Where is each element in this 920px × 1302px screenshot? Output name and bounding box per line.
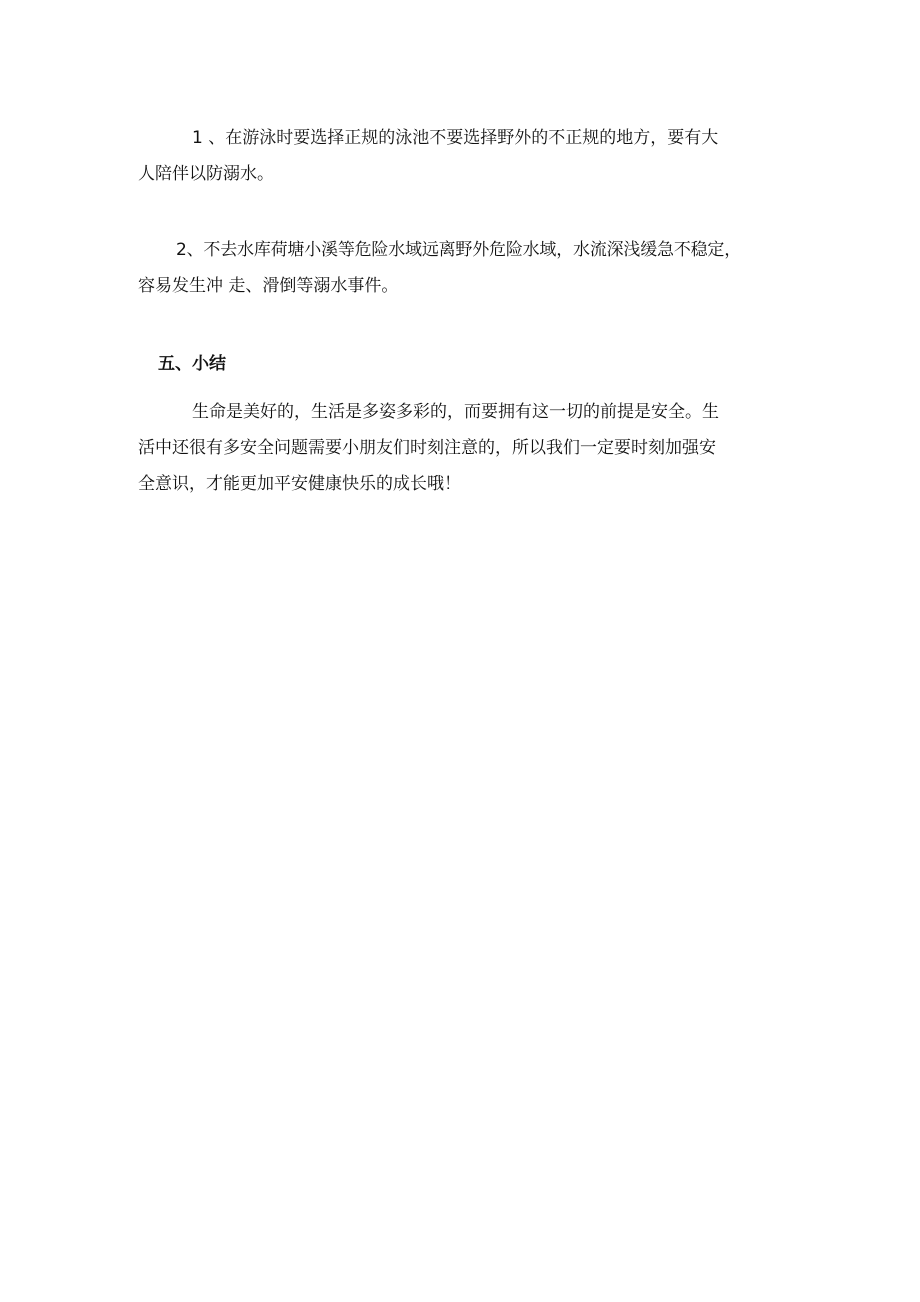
paragraph-line: 人陪伴以防溺水。 bbox=[138, 164, 274, 184]
paragraph-summary bbox=[138, 394, 798, 502]
paragraph-line: 容易发生冲 走、滑倒等溺水事件。 bbox=[138, 276, 399, 296]
paragraph-line: 1 、在游泳时要选择正规的泳池不要选择野外的不正规的地方，要有大 bbox=[192, 128, 719, 148]
paragraph-swimming-pool bbox=[138, 120, 798, 192]
paragraph-line: 2、不去水库荷塘小溪等危险水域远离野外危险水域，水流深浅缓急不稳定， bbox=[176, 240, 742, 260]
paragraph-dangerous-waters bbox=[138, 232, 798, 304]
paragraph-line: 全意识，才能更加平安健康快乐的成长哦！ bbox=[138, 474, 461, 494]
section-heading: 五、小结 bbox=[158, 354, 226, 374]
paragraph-line: 活中还很有多安全问题需要小朋友们时刻注意的，所以我们一定要时刻加强安 bbox=[138, 438, 716, 458]
paragraph-line: 生命是美好的，生活是多姿多彩的，而要拥有这一切的前提是安全。生 bbox=[192, 402, 719, 422]
